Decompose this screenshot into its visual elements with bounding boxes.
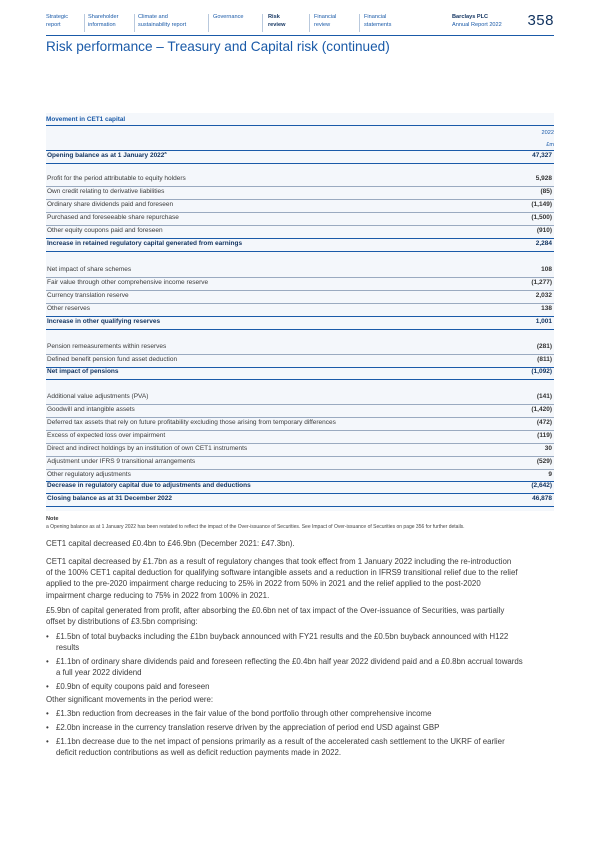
row-value: 108	[541, 266, 552, 273]
report-name: Annual Report 2022	[452, 21, 502, 28]
nav-divider	[84, 14, 85, 32]
body-paragraph: Other significant movements in the period were:	[46, 695, 214, 704]
nav-label: Financial	[364, 14, 387, 20]
nav-risk-review[interactable]	[268, 14, 285, 29]
nav-label: Climate and	[138, 14, 168, 20]
nav-divider	[309, 14, 310, 32]
nav-label: Financial	[314, 14, 337, 20]
row-value: (1,420)	[531, 406, 552, 413]
table-row-opening-balance	[46, 150, 554, 162]
row-value: (472)	[536, 419, 552, 426]
row-value: (811)	[537, 356, 552, 363]
nav-strategic-report[interactable]	[46, 14, 68, 29]
table-title: Movement in CET1 capital	[46, 116, 126, 123]
table-row	[46, 186, 554, 198]
nav-climate-sustainability[interactable]	[138, 14, 186, 29]
row-label: Profit for the period attributable to equity holders	[47, 175, 186, 182]
row-value: 30	[544, 445, 552, 452]
nav-label: statements	[364, 21, 392, 28]
table-title-divider	[46, 125, 554, 126]
body-paragraph: CET1 capital decreased £0.4bn to £46.9bn (December 2021: £47.3bn).	[46, 539, 295, 548]
table-row	[46, 417, 554, 429]
nav-label: review	[314, 21, 331, 28]
page-number: 358	[527, 12, 554, 29]
row-label: Defined benefit pension fund asset deduction	[47, 356, 178, 363]
row-label: Additional value adjustments (PVA)	[47, 393, 149, 400]
table-row	[46, 354, 554, 366]
table-row-subtotal-adjustments	[46, 480, 554, 492]
row-value: 2,032	[535, 292, 552, 299]
table-row-subtotal-pensions	[46, 366, 554, 378]
row-label: Fair value through other comprehensive income reserve	[47, 279, 209, 286]
row-value: (119)	[537, 432, 552, 439]
text-line: a full year 2022 dividend	[56, 668, 142, 678]
text-line: deficit reduction contributions as well as deficit reduction payments made in 2022.	[56, 748, 342, 758]
text-line: £1.1bn of ordinary share dividends paid and foreseen reflecting the £0.4bn half year 2022 dividend paid and a £0.8bn accrual towards	[56, 657, 523, 666]
table-row	[46, 456, 554, 468]
row-label: Pension remeasurements within reserves	[47, 343, 167, 350]
bullet-icon: •	[46, 737, 49, 746]
nav-label: report	[46, 21, 61, 28]
table-row	[46, 264, 554, 276]
text-line: £0.9bn of equity coupons paid and foreseen	[56, 682, 210, 691]
column-header-year: 2022	[541, 130, 554, 136]
row-label: Currency translation reserve	[47, 292, 129, 299]
row-label: Deferred tax assets that rely on future profitability excluding those arising from temporary differences	[47, 419, 336, 426]
nav-label: review	[268, 21, 286, 28]
row-label: Decrease in regulatory capital due to adjustments and deductions	[47, 482, 251, 489]
row-label: Increase in other qualifying reserves	[47, 318, 161, 325]
row-label: Purchased and foreseeable share repurchase	[47, 214, 179, 221]
nav-financial-statements[interactable]	[364, 14, 391, 29]
table-row	[46, 173, 554, 185]
row-label: Other equity coupons paid and foreseen	[47, 227, 163, 234]
note-heading: Note	[46, 516, 59, 522]
row-value: 5,928	[535, 175, 552, 182]
row-label	[47, 150, 167, 162]
text-line: offset by distributions of £3.5bn comprising:	[46, 617, 198, 627]
row-label: Ordinary share dividends paid and foreseen	[47, 201, 174, 208]
row-value: 46,878	[532, 495, 552, 502]
table-row	[46, 212, 554, 224]
text-line: impairment charge reducing to 75% in 2022 from 100% in 2021.	[46, 590, 270, 600]
table-row	[46, 225, 554, 237]
top-navigation	[46, 14, 554, 36]
row-label: Excess of expected loss over impairment	[47, 432, 166, 439]
bullet-item	[46, 708, 556, 719]
text-line: of the 100% CET1 capital deduction for qualifying software intangible assets and a reduction in IFRS9 transitional relief due to the relief	[46, 568, 518, 578]
bullet-icon: •	[46, 682, 49, 691]
column-header-unit: £m	[546, 142, 554, 148]
row-value: (1,149)	[531, 201, 552, 208]
bullet-item	[46, 722, 556, 733]
brand-block	[452, 14, 502, 29]
bullet-icon: •	[46, 709, 49, 718]
nav-financial-review[interactable]	[314, 14, 336, 29]
row-value: (141)	[536, 393, 552, 400]
table-row	[46, 277, 554, 289]
bullet-item	[46, 736, 556, 758]
table-row-subtotal-reserves	[46, 316, 554, 328]
footnote-marker: a	[164, 149, 167, 155]
table-row	[46, 199, 554, 211]
row-divider	[46, 506, 554, 507]
nav-label: Risk	[268, 14, 280, 20]
row-label: Other reserves	[47, 305, 90, 312]
table-row-closing-balance	[46, 493, 554, 505]
nav-divider	[208, 14, 209, 32]
body-paragraph	[46, 556, 556, 601]
body-paragraph	[46, 605, 556, 627]
row-divider	[46, 329, 554, 330]
nav-label: Shareholder	[88, 14, 119, 20]
row-label: Adjustment under IFRS 9 transitional arrangements	[47, 458, 196, 465]
text-line: £1.5bn of total buybacks including the £1bn buyback announced with FY21 results and the £0.5bn buyback announced with H122	[56, 632, 509, 641]
bullet-icon: •	[46, 657, 49, 666]
bullet-item	[46, 681, 556, 692]
nav-shareholder-information[interactable]	[88, 14, 118, 29]
bullet-item	[46, 656, 556, 678]
row-value: (1,500)	[531, 214, 552, 221]
text-line: applied to the pre-2020 impairment charge reducing to 25% in 2022 from 50% in 2021 and the relief applied to the post-2020	[46, 579, 481, 589]
table-row	[46, 430, 554, 442]
brand-name: Barclays PLC	[452, 14, 489, 20]
row-value: (910)	[536, 227, 552, 234]
nav-label: sustainability report	[138, 21, 187, 28]
row-label-text: Opening balance as at 1 January 2022	[47, 152, 165, 159]
text-line: £1.1bn decrease due to the net impact of pensions primarily as a result of the accelerated cash settlement to the UKRF of earlier	[56, 737, 505, 746]
row-value: 47,327	[532, 152, 552, 159]
text-line: CET1 capital decreased by £1.7bn as a result of regulatory changes that took effect from 1 January 2022 including the re-introduction	[46, 557, 512, 566]
row-value: (2,642)	[531, 482, 552, 489]
row-label: Net impact of share schemes	[47, 266, 132, 273]
nav-label: Strategic	[46, 14, 69, 20]
row-label: Goodwill and intangible assets	[47, 406, 135, 413]
text-line: £2.0bn increase in the currency translation reserve driven by the appreciation of period end USD against GBP	[56, 723, 440, 732]
note-text: a Opening balance as at 1 January 2022 has been restated to reflect the impact of the Over-issuance of Securities. See Impact of Over-issuance of Securities on page 356 for further details.	[46, 524, 465, 530]
row-value: (529)	[536, 458, 552, 465]
bullet-icon: •	[46, 723, 49, 732]
row-label: Other regulatory adjustments	[47, 471, 131, 478]
row-value: 9	[548, 471, 552, 478]
table-row	[46, 290, 554, 302]
nav-divider	[262, 14, 263, 32]
nav-label: Governance	[213, 14, 244, 20]
row-divider	[46, 379, 554, 380]
text-line: results	[56, 643, 80, 653]
row-value: (1,092)	[531, 368, 552, 375]
nav-label: information	[88, 21, 116, 28]
table-row-subtotal-earnings	[46, 238, 554, 250]
nav-divider	[359, 14, 360, 32]
nav-governance[interactable]	[213, 14, 243, 22]
row-value: (281)	[536, 343, 552, 350]
text-line: £1.3bn reduction from decreases in the fair value of the bond portfolio through other comprehensive income	[56, 709, 432, 718]
row-value: (1,277)	[531, 279, 552, 286]
row-value: 1,001	[535, 318, 552, 325]
header-divider	[46, 35, 554, 36]
table-row	[46, 303, 554, 315]
nav-divider	[134, 14, 135, 32]
row-label: Closing balance as at 31 December 2022	[47, 495, 173, 502]
table-row	[46, 443, 554, 455]
row-divider	[46, 163, 554, 164]
row-divider	[46, 251, 554, 252]
bullet-item	[46, 631, 556, 653]
row-label: Direct and indirect holdings by an institution of own CET1 instruments	[47, 445, 248, 452]
text-line: £5.9bn of capital generated from profit, after absorbing the £0.6bn net of tax impact of the Over-issuance of Securities, was partially	[46, 606, 505, 615]
table-row	[46, 341, 554, 353]
row-label: Own credit relating to derivative liabilities	[47, 188, 165, 195]
bullet-icon: •	[46, 632, 49, 641]
table-row	[46, 404, 554, 416]
page-title: Risk performance – Treasury and Capital risk (continued)	[46, 39, 390, 54]
row-value: 2,284	[535, 240, 552, 247]
row-label: Increase in retained regulatory capital generated from earnings	[47, 240, 243, 247]
table-row	[46, 391, 554, 403]
row-value: 138	[541, 305, 552, 312]
row-value: (85)	[540, 188, 552, 195]
row-label: Net impact of pensions	[47, 368, 119, 375]
